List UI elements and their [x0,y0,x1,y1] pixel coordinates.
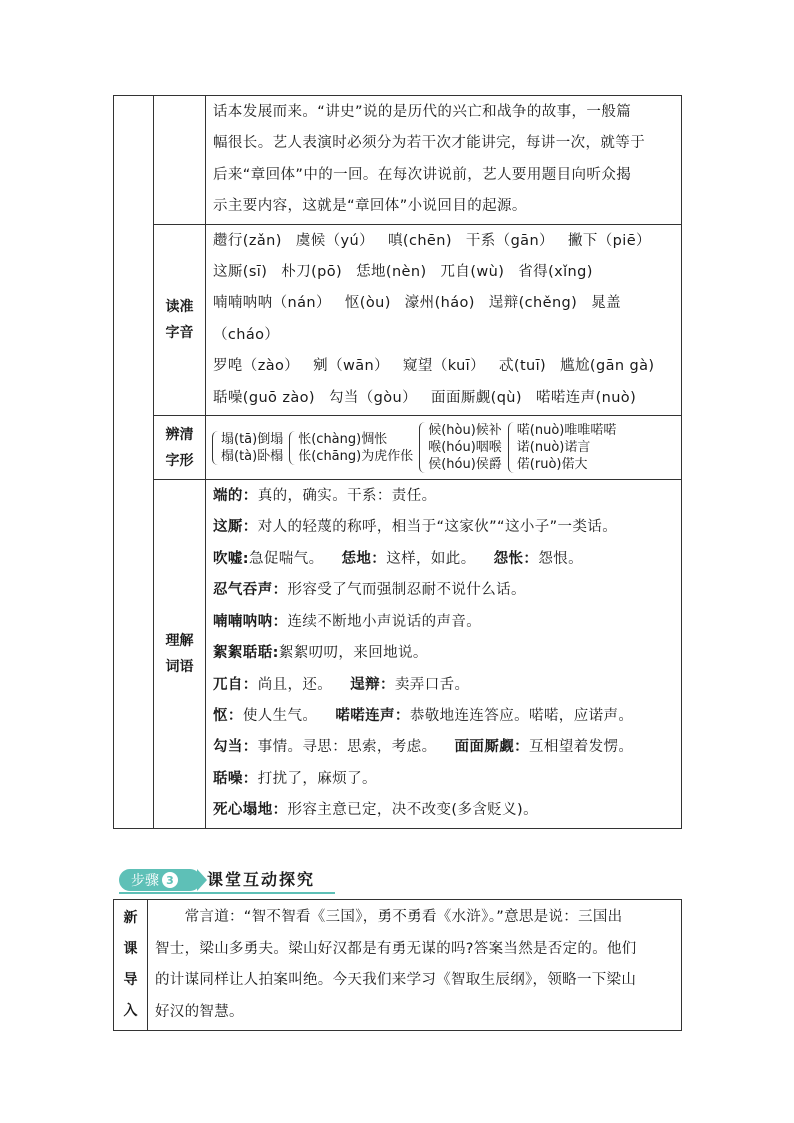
glyph-group: 喏(nuò)唯唯喏喏 诺(nuò)诺言 偌(ruò)偌大 [508,422,617,473]
intro-label: 新 课 导 入 [114,900,148,1031]
brace-icon [289,431,296,465]
vocab-line: 吹嘘:急促喘气。 恁地：这样，如此。 怨怅：怨恨。 [213,550,584,567]
pron-line: 趱行(zǎn) 虞候（yú） 嗔(chēn) 干系（gān） 撇下（piē） [213,232,651,249]
story-label-cell [154,96,206,225]
story-row [114,96,682,225]
step-badge: 步骤 3 [119,869,201,891]
brace-icon [508,422,515,473]
glyph-label: 辨清 字形 [154,416,206,480]
glyph-group: 塌(tā)倒塌 榻(tà)卧榻 [212,431,283,465]
vocab-line: 絮絮聒聒:絮絮叨叨，来回地说。 [213,645,428,662]
intro-line: 好汉的智慧。 [155,1003,244,1020]
step-arrow-icon [197,869,207,891]
story-text-cell [206,96,682,225]
step-header [113,866,335,894]
pron-line: 喃喃呐呐（nán） 怄(òu) 濠州(háo) 逞辩(chěng) 晁盖 [213,295,622,312]
vocab-content [206,480,682,828]
glyph-group: 候(hòu)候补 喉(hóu)咽喉 侯(hóu)侯爵 [419,422,502,473]
step-underline [119,892,335,894]
lesson-table [113,95,682,829]
story-line: 示主要内容，这就是“章回体”小说回目的起源。 [213,198,527,215]
pron-line: （cháo） [213,326,280,343]
vocab-label: 理解 词语 [154,480,206,828]
pron-line: 罗唣（zào） 剜（wān） 窥望（kuī） 忒(tuī) 尴尬(gān gà) [213,358,655,375]
vocab-row [114,480,682,828]
story-line: 幅很长。艺人表演时必须分为若干次才能讲完，每讲一次，就等于 [213,135,646,152]
glyph-content [206,416,682,480]
vocab-line: 端的：真的，确实。干系：责任。 [213,488,437,505]
pronunciation-content [206,224,682,415]
intro-text [148,900,682,1031]
pronunciation-label: 读准 字音 [154,224,206,415]
pron-line: 聒噪(guō zào) 勾当（gòu） 面面厮觑(qù) 喏喏连声(nuò) [213,389,637,406]
intro-line: 常言道：“智不智看《三国》，勇不勇看《水浒》。”意思是说：三国出 [155,909,623,925]
intro-row [114,900,682,1031]
pronunciation-row [114,224,682,415]
intro-table [113,899,682,1031]
vocab-line: 怄：使人生气。 喏喏连声：恭敬地连连答应。喏喏，应诺声。 [213,707,634,724]
intro-line: 的计谋同样让人拍案叫绝。今天我们来学习《智取生辰纲》，领略一下梁山 [155,972,637,989]
vocab-line: 兀自：尚且，还。 逞辩：卖弄口舌。 [213,676,470,693]
vocab-line: 这厮：对人的轻蔑的称呼，相当于“这家伙”“这小子”一类话。 [213,519,618,536]
brace-icon [419,422,426,473]
step-number: 3 [162,872,178,888]
vocab-line: 喃喃呐呐：连续不断地小声说话的声音。 [213,613,482,630]
vocab-line: 忍气吞声：形容受了气而强制忍耐不说什么话。 [213,582,526,599]
vocab-line: 聒噪：打扰了，麻烦了。 [213,770,377,787]
story-line: 话本发展而来。“讲史”说的是历代的兴亡和战争的故事，一般篇 [213,104,632,120]
brace-icon [212,431,219,465]
pron-line: 这厮(sī) 朴刀(pō) 恁地(nèn) 兀自(wù) 省得(xǐng) [213,264,593,281]
step-title: 课堂互动探究 [207,870,316,889]
left-margin-cell [114,96,154,829]
glyph-row [114,416,682,480]
vocab-line: 死心塌地：形容主意已定，决不改变(多含贬义)。 [213,802,539,819]
story-line: 后来“章回体”中的一回。在每次讲说前，艺人要用题目向听众揭 [213,166,632,183]
vocab-line: 勾当：事情。寻思：思索，考虑。 面面厮觑：互相望着发愣。 [213,739,634,756]
glyph-group: 怅(chàng)惆怅 伥(chāng)为虎作伥 [289,431,413,465]
intro-line: 智士，梁山多勇夫。梁山好汉都是有勇无谋的吗?答案当然是否定的。他们 [155,940,637,957]
